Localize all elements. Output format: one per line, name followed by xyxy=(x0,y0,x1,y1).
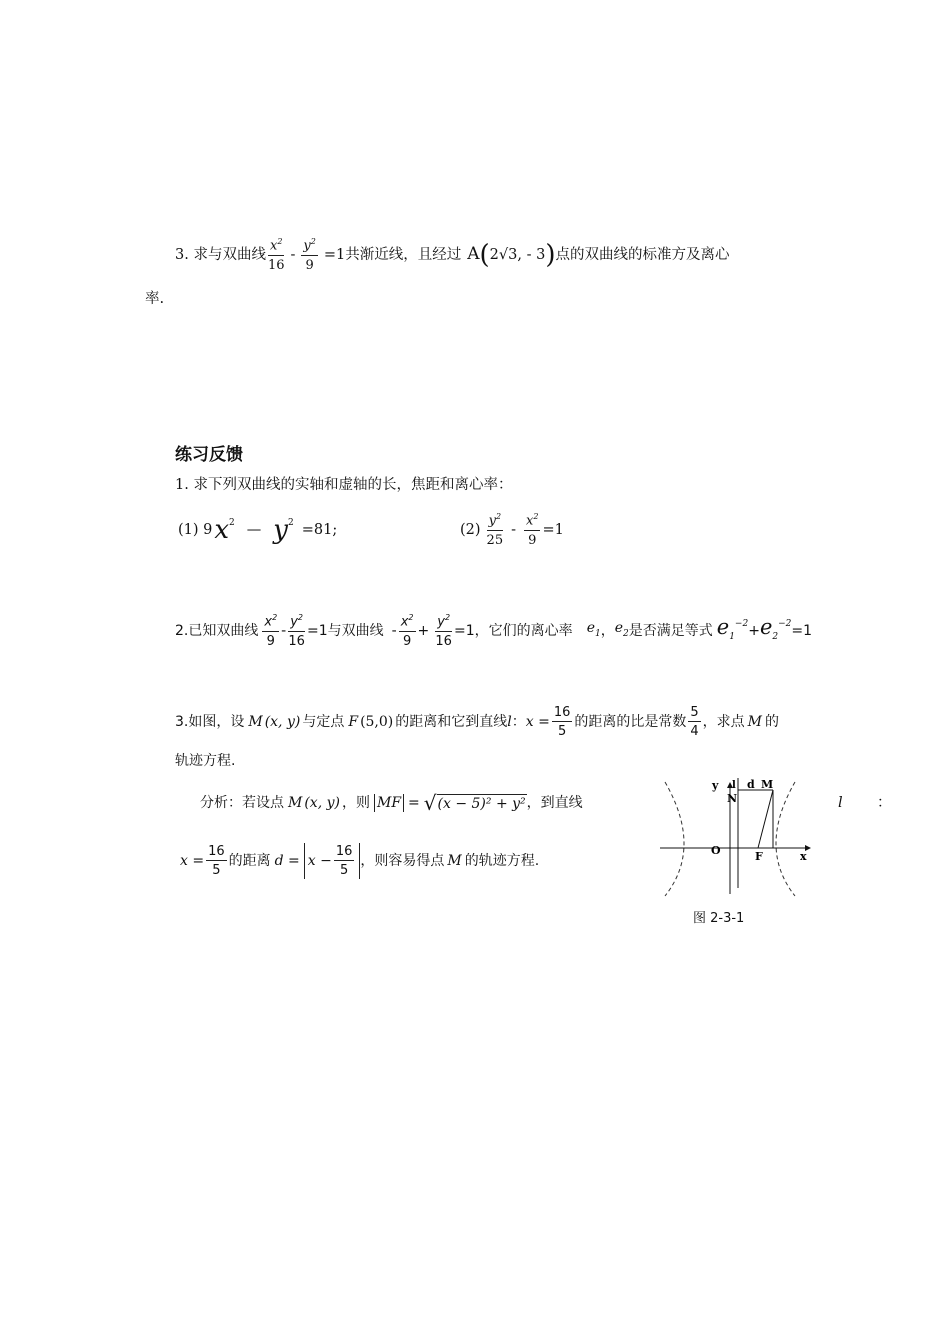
label-F: F xyxy=(755,850,763,863)
label-l: l xyxy=(732,780,736,791)
point-a: A(2√3, - 3) xyxy=(467,240,556,270)
figure-caption: 图 2-3-1 xyxy=(693,911,745,926)
line-l-colon: ： xyxy=(877,795,892,811)
label-N: N xyxy=(727,792,738,805)
hyperbola-right-branch xyxy=(776,782,795,896)
label-O: O xyxy=(711,844,721,857)
hyperbola-left-branch xyxy=(665,782,684,896)
label-y: y xyxy=(712,779,719,792)
hyperbola-figure xyxy=(655,772,825,902)
problem-3-eq: =1共渐近线，且经过 xyxy=(323,247,462,263)
fraction-x2-16: $\frac{x^2}{16}$ xyxy=(267,237,285,273)
label-M: M xyxy=(761,778,774,791)
feedback-1-sub1: (1) 9 x $^2$ — y $^2$ =81; xyxy=(178,515,338,545)
label-x: x xyxy=(800,850,807,863)
feedback-3-line2: 轨迹方程. xyxy=(175,753,236,769)
section-heading: 练习反馈 xyxy=(175,445,243,465)
feedback-1-sub2: (2) $\frac{y^2}{25}$ - $\frac{x^2}{9}$ =1 xyxy=(460,512,564,548)
segment-mf xyxy=(758,790,773,848)
feedback-3-line1: 3.如图，设 M (x, y) 与定点 F (5,0) 的距离和它到直线 l ： x = $\frac{16}{5}$ 的距离的比是常数 $\frac{5}{4}$ ，求点 M 的 xyxy=(175,705,779,739)
problem-3 xyxy=(175,230,729,280)
analysis-line2: x = $\frac{16}{5}$ 的距离 d = x − $\frac{16}{5}$ ，则容易得点 M 的轨迹方程. xyxy=(180,844,540,878)
line-l-label: l xyxy=(838,795,843,811)
problem-3-prefix: 3. 求与双曲线 xyxy=(175,247,266,263)
label-d: d xyxy=(747,778,755,791)
minus-sign: - xyxy=(290,247,296,263)
analysis-line1: 分析：若设点 M (x, y) ，则 MF = √ (x − 5)² + y² ，到直线 xyxy=(200,791,583,815)
problem-3-suffix: 点的双曲线的标准方及离心 xyxy=(555,247,730,263)
feedback-1-text: 1. 求下列双曲线的实轴和虚轴的长，焦距和离心率： xyxy=(175,477,513,493)
feedback-2: 2.已知双曲线 $\frac{x^2}{9}$ - $\frac{y^2}{16}$ =1与双曲线 - $\frac{x^2}{9}$ + $\frac{y^2}{16}$ =1，它们的离心率 $e_1$ ， $e_2$ 是否满足等式 $e_1^{-2}$ + $e_2^{-2}$ =1 xyxy=(175,613,813,649)
problem-3-line2: 率. xyxy=(145,291,165,307)
fraction-y2-9: $\frac{y^2}{9}$ xyxy=(303,237,316,273)
